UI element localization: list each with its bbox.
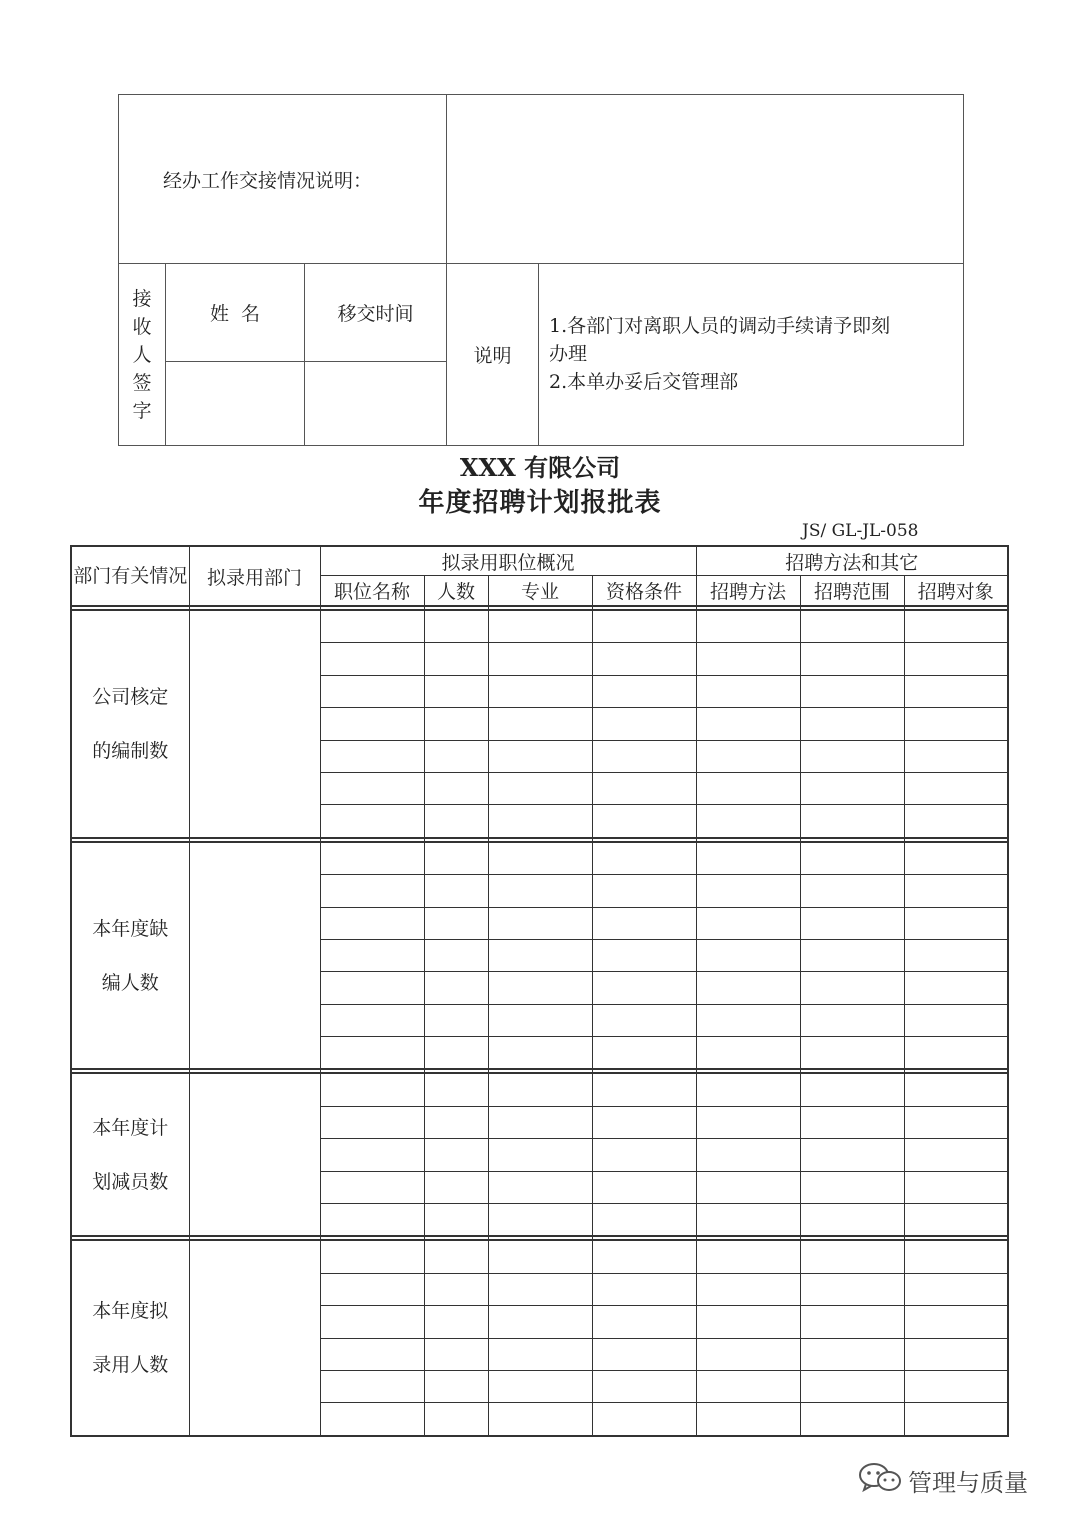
table-cell[interactable] <box>800 805 904 838</box>
table-cell[interactable] <box>592 675 696 707</box>
table-cell[interactable] <box>488 675 592 707</box>
table-row <box>71 842 1008 875</box>
header-position-overview: 拟录用职位概况 <box>320 546 696 576</box>
table-cell[interactable] <box>488 1106 592 1138</box>
section-label <box>71 1240 189 1435</box>
table-cell[interactable] <box>904 1171 1008 1203</box>
table-cell[interactable] <box>320 805 424 838</box>
section-label-line: 本年度缺 <box>92 917 169 940</box>
table-cell[interactable] <box>696 1273 800 1305</box>
table-cell[interactable] <box>424 1306 488 1338</box>
table-cell[interactable] <box>320 972 424 1004</box>
form-title: 年度招聘计划报批表 <box>418 488 662 518</box>
table-cell[interactable] <box>800 875 904 907</box>
table-cell[interactable] <box>488 1037 592 1070</box>
table-cell[interactable] <box>904 805 1008 838</box>
table-cell[interactable] <box>424 1073 488 1106</box>
table-cell[interactable] <box>800 939 904 971</box>
section-label-line: 本年度计 <box>92 1116 169 1139</box>
header-recruit-target: 招聘对象 <box>904 576 1008 607</box>
table-cell[interactable] <box>696 1306 800 1338</box>
header-headcount: 人数 <box>424 576 488 607</box>
table-cell[interactable] <box>424 772 488 804</box>
transfer-time-label: 移交时间 <box>305 264 447 362</box>
table-cell[interactable] <box>904 772 1008 804</box>
table-cell[interactable] <box>488 772 592 804</box>
table-cell[interactable] <box>488 1204 592 1237</box>
table-cell[interactable] <box>488 610 592 643</box>
table-cell[interactable] <box>424 1338 488 1370</box>
table-cell[interactable] <box>800 842 904 875</box>
table-cell[interactable] <box>800 1139 904 1171</box>
table-row <box>71 1240 1008 1273</box>
table-cell[interactable] <box>800 1171 904 1203</box>
table-cell[interactable] <box>800 772 904 804</box>
table-cell[interactable] <box>696 1004 800 1036</box>
table-cell[interactable] <box>592 1273 696 1305</box>
dept-cell[interactable] <box>189 610 320 838</box>
table-cell[interactable] <box>488 1139 592 1171</box>
receiver-signature-label: 接 收 人 签 字 <box>119 264 166 446</box>
table-cell[interactable] <box>424 1204 488 1237</box>
table-cell[interactable] <box>320 907 424 939</box>
table-cell[interactable] <box>320 1171 424 1203</box>
table-cell[interactable] <box>696 675 800 707</box>
table-cell[interactable] <box>592 875 696 907</box>
table-cell[interactable] <box>320 1403 424 1436</box>
transfer-time-field[interactable] <box>305 362 447 446</box>
table-cell[interactable] <box>424 1139 488 1171</box>
table-cell[interactable] <box>592 1106 696 1138</box>
table-cell[interactable] <box>904 1139 1008 1171</box>
table-cell[interactable] <box>424 643 488 675</box>
table-cell[interactable] <box>800 643 904 675</box>
table-cell[interactable] <box>696 708 800 740</box>
table-cell[interactable] <box>320 772 424 804</box>
table-cell[interactable] <box>320 1370 424 1402</box>
table-cell[interactable] <box>424 1037 488 1070</box>
header-recruit-method-group: 招聘方法和其它 <box>696 546 1008 576</box>
table-cell[interactable] <box>592 972 696 1004</box>
table-cell[interactable] <box>800 1403 904 1436</box>
table-cell[interactable] <box>424 1004 488 1036</box>
table-cell[interactable] <box>592 643 696 675</box>
table-cell[interactable] <box>904 1403 1008 1436</box>
section-label-line: 编人数 <box>101 971 159 994</box>
table-cell[interactable] <box>592 1139 696 1171</box>
table-cell[interactable] <box>424 805 488 838</box>
table-cell[interactable] <box>592 740 696 772</box>
table-cell[interactable] <box>904 972 1008 1004</box>
table-cell[interactable] <box>592 1004 696 1036</box>
name-label: 姓 名 <box>166 264 305 362</box>
table-cell[interactable] <box>696 643 800 675</box>
table-cell[interactable] <box>800 1240 904 1273</box>
table-cell[interactable] <box>592 1370 696 1402</box>
table-cell[interactable] <box>800 740 904 772</box>
table-cell[interactable] <box>696 1073 800 1106</box>
section-label <box>71 1073 189 1236</box>
recruitment-plan-table <box>70 545 1009 1437</box>
table-cell[interactable] <box>696 875 800 907</box>
table-cell[interactable] <box>800 907 904 939</box>
table-cell[interactable] <box>488 805 592 838</box>
header-recruit-scope: 招聘范围 <box>800 576 904 607</box>
table-cell[interactable] <box>696 1240 800 1273</box>
table-cell[interactable] <box>800 972 904 1004</box>
table-cell[interactable] <box>696 1139 800 1171</box>
table-cell[interactable] <box>592 708 696 740</box>
table-cell[interactable] <box>904 740 1008 772</box>
table-cell[interactable] <box>320 939 424 971</box>
table-cell[interactable] <box>904 842 1008 875</box>
section-label-line: 公司核定 <box>92 685 169 708</box>
table-cell[interactable] <box>592 1171 696 1203</box>
table-cell[interactable] <box>488 1338 592 1370</box>
table-cell[interactable] <box>800 1004 904 1036</box>
table-cell[interactable] <box>488 875 592 907</box>
table-cell[interactable] <box>592 610 696 643</box>
table-cell[interactable] <box>320 1204 424 1237</box>
table-cell[interactable] <box>696 1338 800 1370</box>
table-cell[interactable] <box>488 1004 592 1036</box>
table-cell[interactable] <box>320 675 424 707</box>
table-cell[interactable] <box>904 1273 1008 1305</box>
table-cell[interactable] <box>800 675 904 707</box>
table-cell[interactable] <box>904 1106 1008 1138</box>
header-recruit-method: 招聘方法 <box>696 576 800 607</box>
table-cell[interactable] <box>904 708 1008 740</box>
table-cell[interactable] <box>592 1073 696 1106</box>
table-cell[interactable] <box>696 1171 800 1203</box>
table-cell[interactable] <box>592 1240 696 1273</box>
table-cell[interactable] <box>800 1306 904 1338</box>
table-cell[interactable] <box>592 1037 696 1070</box>
table-cell[interactable] <box>488 708 592 740</box>
company-name: XXX 有限公司 <box>459 453 621 482</box>
table-cell[interactable] <box>592 772 696 804</box>
table-cell[interactable] <box>696 740 800 772</box>
table-row <box>71 610 1008 643</box>
table-cell[interactable] <box>320 1273 424 1305</box>
table-cell[interactable] <box>320 1306 424 1338</box>
table-cell[interactable] <box>424 1171 488 1203</box>
table-cell[interactable] <box>424 972 488 1004</box>
section-label-line: 本年度拟 <box>92 1300 169 1323</box>
table-cell[interactable] <box>320 740 424 772</box>
table-cell[interactable] <box>424 875 488 907</box>
table-cell[interactable] <box>424 1240 488 1273</box>
table-cell[interactable] <box>592 1204 696 1237</box>
section-label <box>71 610 189 838</box>
table-cell[interactable] <box>696 1037 800 1070</box>
table-cell[interactable] <box>320 875 424 907</box>
watermark <box>858 1462 1028 1498</box>
table-cell[interactable] <box>320 1037 424 1070</box>
header-qualifications: 资格条件 <box>592 576 696 607</box>
table-cell[interactable] <box>800 1073 904 1106</box>
table-cell[interactable] <box>320 1338 424 1370</box>
table-cell[interactable] <box>488 1273 592 1305</box>
table-cell[interactable] <box>592 939 696 971</box>
table-cell[interactable] <box>488 842 592 875</box>
table-cell[interactable] <box>488 1306 592 1338</box>
table-cell[interactable] <box>904 1306 1008 1338</box>
table-cell[interactable] <box>904 1240 1008 1273</box>
table-cell[interactable] <box>488 972 592 1004</box>
table-cell[interactable] <box>488 907 592 939</box>
table-row <box>71 1073 1008 1106</box>
table-cell[interactable] <box>696 1204 800 1237</box>
wechat-icon <box>858 1462 902 1498</box>
table-cell[interactable] <box>904 939 1008 971</box>
table-cell[interactable] <box>800 1273 904 1305</box>
table-cell[interactable] <box>424 842 488 875</box>
table-cell[interactable] <box>800 1204 904 1237</box>
name-field[interactable] <box>166 362 305 446</box>
table-cell[interactable] <box>320 1073 424 1106</box>
table-cell[interactable] <box>696 1106 800 1138</box>
table-cell[interactable] <box>592 1403 696 1436</box>
notes-content: 1.各部门对离职人员的调动手续请予即刻 办理 2.本单办妥后交管理部 <box>539 264 964 446</box>
table-cell[interactable] <box>320 1139 424 1171</box>
table-cell[interactable] <box>800 708 904 740</box>
table-cell[interactable] <box>488 1073 592 1106</box>
table-cell[interactable] <box>592 907 696 939</box>
table-cell[interactable] <box>320 842 424 875</box>
table-cell[interactable] <box>320 708 424 740</box>
table-cell[interactable] <box>696 842 800 875</box>
handover-table <box>118 94 964 446</box>
table-cell[interactable] <box>800 610 904 643</box>
table-cell[interactable] <box>696 610 800 643</box>
handover-description-label: 经办工作交接情况说明： <box>119 95 447 264</box>
table-cell[interactable] <box>904 1073 1008 1106</box>
table-cell[interactable] <box>424 1403 488 1436</box>
table-cell[interactable] <box>592 805 696 838</box>
table-cell[interactable] <box>696 939 800 971</box>
notes-label: 说明 <box>447 264 539 446</box>
dept-cell[interactable] <box>189 842 320 1070</box>
table-cell[interactable] <box>696 1403 800 1436</box>
table-cell[interactable] <box>424 1370 488 1402</box>
table-cell[interactable] <box>488 1403 592 1436</box>
table-cell[interactable] <box>592 1306 696 1338</box>
section-label-line: 的编制数 <box>92 739 169 762</box>
table-cell[interactable] <box>904 1338 1008 1370</box>
table-cell[interactable] <box>424 675 488 707</box>
header-major: 专业 <box>488 576 592 607</box>
table-cell[interactable] <box>320 1240 424 1273</box>
header-position-name: 职位名称 <box>320 576 424 607</box>
section-label-line: 录用人数 <box>92 1354 169 1377</box>
table-cell[interactable] <box>800 1037 904 1070</box>
dept-cell[interactable] <box>189 1240 320 1435</box>
table-cell[interactable] <box>488 1240 592 1273</box>
table-cell[interactable] <box>904 1037 1008 1070</box>
table-cell[interactable] <box>904 643 1008 675</box>
table-cell[interactable] <box>800 1370 904 1402</box>
table-cell[interactable] <box>592 842 696 875</box>
table-cell[interactable] <box>904 907 1008 939</box>
table-cell[interactable] <box>424 610 488 643</box>
header-dept-situation: 部门有关情况 <box>71 546 189 606</box>
table-cell[interactable] <box>592 1338 696 1370</box>
table-cell[interactable] <box>424 1106 488 1138</box>
table-cell[interactable] <box>488 939 592 971</box>
section-label <box>71 842 189 1070</box>
table-cell[interactable] <box>696 772 800 804</box>
table-cell[interactable] <box>320 1004 424 1036</box>
table-cell[interactable] <box>320 643 424 675</box>
table-cell[interactable] <box>488 1171 592 1203</box>
table-cell[interactable] <box>904 1204 1008 1237</box>
table-cell[interactable] <box>904 1004 1008 1036</box>
table-cell[interactable] <box>696 907 800 939</box>
handover-description-field[interactable] <box>447 95 964 264</box>
dept-cell[interactable] <box>189 1073 320 1236</box>
table-cell[interactable] <box>696 1370 800 1402</box>
form-code: JS/ GL-JL-058 <box>802 521 919 541</box>
table-cell[interactable] <box>904 1370 1008 1402</box>
table-cell[interactable] <box>424 708 488 740</box>
table-cell[interactable] <box>424 939 488 971</box>
table-cell[interactable] <box>320 610 424 643</box>
table-cell[interactable] <box>488 740 592 772</box>
section-label-line: 划减员数 <box>92 1170 169 1193</box>
watermark-text: 管理与质量 <box>908 1468 1028 1497</box>
table-cell[interactable] <box>696 972 800 1004</box>
table-cell[interactable] <box>320 1106 424 1138</box>
table-cell[interactable] <box>800 1106 904 1138</box>
table-cell[interactable] <box>696 805 800 838</box>
table-cell[interactable] <box>424 907 488 939</box>
table-cell[interactable] <box>424 740 488 772</box>
table-cell[interactable] <box>488 643 592 675</box>
table-cell[interactable] <box>488 1370 592 1402</box>
table-cell[interactable] <box>800 1338 904 1370</box>
table-cell[interactable] <box>904 875 1008 907</box>
header-dept: 拟录用部门 <box>189 546 320 606</box>
table-cell[interactable] <box>424 1273 488 1305</box>
table-cell[interactable] <box>904 675 1008 707</box>
table-cell[interactable] <box>904 610 1008 643</box>
